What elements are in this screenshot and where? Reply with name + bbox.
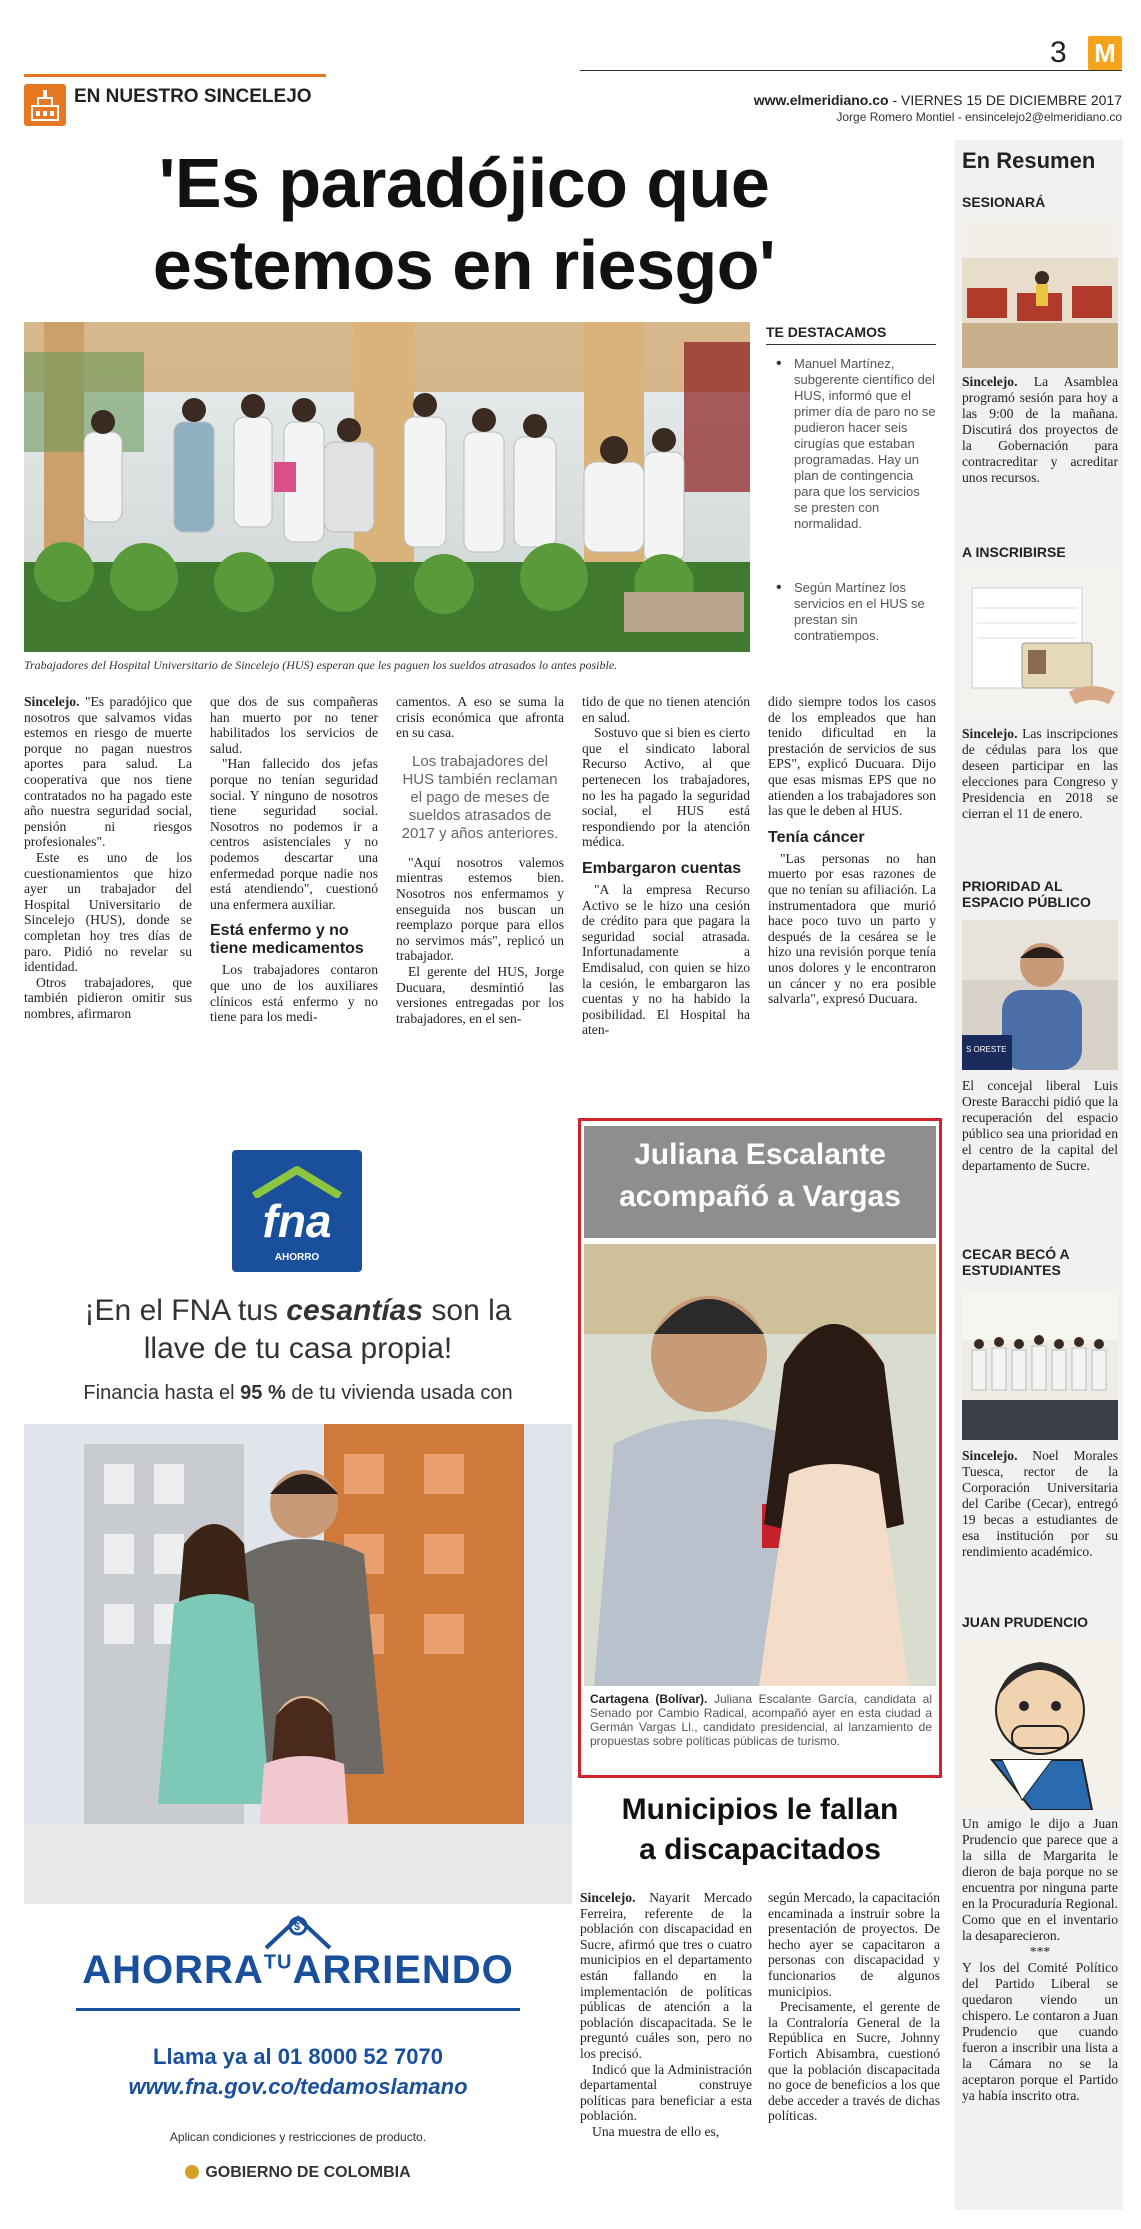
dateline-lead: Sincelejo. [24,694,80,709]
separator: *** [1029,1944,1051,1959]
roof-icon [250,1164,344,1198]
article-paragraph: "Es paradójico que nosotros que salvamos vidas estemos en riesgo de muerte porque no pagan nuestros aportes para salud. La cooperativa que nos tiene contratados no ha pagado este año nuestra seguridad social, pensión ni riesgos profesionales". [24,694,192,850]
ad-line-2: llave de tu casa propia! [143,1332,453,1365]
sidebar-text [962,1816,1118,2216]
page-number: 3 [1050,36,1067,69]
article-paragraph: Sostuvo que si bien es cierto que el sindicato laboral Recurso Activo, al que pertenecen los trabajadores, no les ha pagado la seguridad social, el HUS está respondiendo por la atención médica. [582,725,750,850]
municipios-headline [578,1790,942,1870]
article-column-1 [24,694,192,1114]
sidebar-text [962,726,1118,846]
featured-title-line: acompañó a Vargas [619,1180,901,1213]
ad-government [24,2164,572,2182]
sidebar-lead: Sincelejo. [962,1448,1018,1463]
photo-caption: Trabajadores del Hospital Universitario de Sincelejo (HUS) esperan que les paguen los sueldos atrasados lo antes posible. [24,658,618,672]
article-paragraph: El gerente del HUS, Jorge Ducuara, desmintió las versiones entregadas por los trabajadores, en el sen- [396,963,564,1026]
article-paragraph: Precisamente, el gerente de la Contraloría General de la República en Sucre, Johnny Fortich Abisambra, cuestionó que la población discapacitada no goce de beneficios a los que debe acceder a través de dichas políticas. [768,1999,940,2124]
brand-text: ARRIENDO [292,1948,514,1992]
article-subhead: Está enfermo y no tiene medicamentos [210,922,364,958]
headline-line-1: 'Es paradójico que [158,144,770,222]
sidebar-heading: SESIONARÁ [962,194,1046,210]
article-paragraph: Este es uno de los cuestionamientos que hizo ayer un trabajador del Hospital Universitario de Sincelejo (HUS), donde se completan hoy tres días de paro. Pidió no revelar su identidad. [24,849,192,975]
brand-underline [76,2008,520,2011]
ad-emphasis: 95 % [240,1382,286,1404]
headline-line: a discapacitados [639,1833,881,1866]
juan-prudencio-cartoon [962,1640,1118,1810]
headline-line: Municipios le fallan [621,1793,899,1826]
main-headline [24,142,904,306]
sidebar-heading: PRIORIDAD AL ESPACIO PÚBLICO [962,878,1091,910]
newspaper-logo: M [1088,36,1122,70]
gov-label: GOBIERNO DE COLOMBIA [205,2164,411,2181]
article-paragraph: "Aquí nosotros valemos mientras estemos bien. Nosotros nos enfermamos y enseguida nos buscan un reemplazo porque para ellos no servimos más", replicó un trabajador. [396,854,564,964]
house-coin-icon [260,1910,336,1950]
fna-advertisement [24,1140,572,2210]
councilman-photo [962,920,1118,1070]
sidebar-text [962,1448,1118,1598]
article-paragraph: Otros trabajadores, que también pidieron omitir sus nombres, afirmaron [24,974,192,1021]
article-paragraph: "A la empresa Recurso Activo se le hizo una cesión de crédito para que pagara la seguridad social atrasada. Infortunadamente a Emdisalud, con quien se hizo la cesión, le embargaron las cuentas y no ha habido la posibilidad. El Hospital ha aten- [582,881,750,1038]
article-column-3 [396,694,564,1114]
brand-text: AHORRA [82,1948,264,1992]
caption-lead: Cartagena (Bolívar). [590,1692,708,1706]
candidates-photo [584,1244,936,1686]
sidebar-heading: A INSCRIBIRSE [962,544,1066,560]
fna-logo-text: fna [262,1195,332,1247]
sidebar-lead: Sincelejo. [962,374,1018,389]
ad-line-1 [24,1294,572,1328]
sidebar-title: En Resumen [962,148,1096,173]
section-rule [24,74,326,77]
svg-text:S ORESTE: S ORESTE [966,1045,1007,1054]
ad-conditions: Aplican condiciones y restricciones de producto. [169,2130,427,2144]
dateline [620,92,1122,108]
assembly-photo [962,218,1118,368]
article-paragraph: Indicó que la Administración departamental construye políticas para beneficiar a esta población. [580,2061,752,2124]
ad-emphasis: cesantías [286,1294,424,1327]
family-photo [24,1424,572,1904]
colombia-seal-icon [185,2165,199,2179]
article-paragraph: camentos. A eso se suma la crisis económica que afronta en su casa. [396,694,564,741]
highlight-item: • Manuel Martínez, subgerente científico del HUS, informó que el primer día de paro no se pudieron hacer seis cirugías que estaban programadas. Hay un plan de contingencia para que los servicios se presten con normalidad. [766,356,936,532]
highlight-item: • Según Martínez los servicios en el HUS se prestan sin contratiempos. [766,580,936,644]
sidebar-heading: CECAR BECÓ A ESTUDIANTES [962,1246,1070,1278]
sidebar-body: Un amigo le dijo a Juan Prudencio que parece que a la silla de Margarita le dieron de baja porque no se encuentra por ninguna parte en la Procuraduría Regional. Como que en el inventario la desaparecieron. [962,1816,1118,1943]
caption-body: Juliana Escalante García, candidata al Senado por Cambio Radical, acompañó ayer en esta ciudad a Germán Vargas Ll., candidato presidencial, al lanzamiento de propuestas sobre políticas públicas de turismo. [590,1692,933,1748]
ahorra-tu-arriendo-brand [64,1948,532,1993]
sidebar-lead: Sincelejo. [962,726,1018,741]
article-paragraph: que dos de sus compañeras han muerto por no tener habilitados los servicios de salud. [210,694,378,756]
hospital-workers-photo [24,322,750,652]
header-rule [580,70,1122,71]
brand-text: TU [263,1951,293,1974]
ad-text: de tu vivienda usada con [285,1382,513,1404]
city-building-icon [24,84,66,126]
featured-caption [590,1692,932,1748]
article-subhead: Embargaron cuentas [582,859,742,877]
municipios-column-1 [580,1890,752,2210]
sidebar-heading: JUAN PRUDENCIO [962,1614,1089,1630]
id-card-photo [962,568,1118,718]
featured-title-line: Juliana Escalante [634,1138,886,1171]
ad-text: son la [423,1294,512,1327]
fna-logo-sub: AHORRO [274,1252,320,1263]
article-paragraph: dido siempre todos los casos de los empleados que han tenido dificultad en la prestación de servicios de sus EPS", explicó Ducuara. Dijo que esas mismas EPS que no atienden a los trabajadores son las que le deben al HUS. [768,694,936,819]
highlights-title: TE DESTACAMOS [766,324,936,345]
students-photo [962,1290,1118,1440]
sidebar-body: Y los del Comité Político del Partido Liberal se quedaron viendo un chispero. Le contaron a Juan Prudencio que cuando fueron a inscribir una lista a la Cámara no se la aceptaron porque el Partido ya había inscrito otra. [962,1960,1118,2103]
dateline-lead: Sincelejo. [580,1890,636,1905]
ad-line-3 [24,1382,572,1405]
pull-quote: Los trabajadores del HUS también reclaman el pago de meses de sueldos atrasados de 2017 y años anteriores. [401,752,559,842]
headline-line-2: estemos en riesgo' [152,226,776,304]
article-paragraph: Una muestra de ello es, [592,2123,720,2139]
sidebar-body: La Asamblea programó sesión para hoy a las 9:00 de la mañana. Discutirá dos proyectos de la Gobernación para contracreditar y acreditar unos recursos. [962,374,1118,485]
svg-text:$: $ [294,1921,301,1933]
section-label: EN NUESTRO SINCELEJO [74,86,312,107]
sidebar-body: Noel Morales Tuesca, rector de la Corporación Universitaria del Caribe (Cecar), entregó 19 becas a estudiantes de esa institución por su rendimiento académico. [962,1448,1118,1559]
issue-date: - VIERNES 15 DE DICIEMBRE 2017 [892,92,1122,108]
byline: Jorge Romero Montiel - ensincelejo2@elmeridiano.co [836,110,1122,124]
site-link[interactable]: www.elmeridiano.co [753,92,889,108]
ad-phone[interactable]: Llama ya al 01 8000 52 7070 [153,2044,443,2069]
featured-title [584,1134,936,1218]
article-column-4 [582,694,750,1114]
article-paragraph: Nayarit Mercado Ferreira, referente de la población con discapacidad en Sucre, afirmó que tres o cuatro municipios en el departamento están fallando en la implementación de políticas públicas de atención a la población discapacitada. Se le preguntó cuáles son, pero no los precisó. [580,1890,752,2061]
ad-url[interactable]: www.fna.gov.co/tedamoslamano [128,2074,468,2099]
article-column-5 [768,694,936,1114]
sidebar-body: Las inscripciones de cédulas para los que deseen participar en las elecciones para Congreso y Presidencia en 2018 se cierran el 11 de enero. [962,726,1118,821]
article-paragraph: según Mercado, la capacitación encaminada a instruir sobre la presentación de proyectos. De hecho ayer se capacitaron a personas con discapacidad y funcionarios de algunos municipios. [768,1890,940,1999]
sidebar-text [962,374,1118,510]
fna-logo [232,1150,362,1272]
article-column-2 [210,694,378,1114]
article-paragraph: Los trabajadores contaron que uno de los auxiliares clínicos está enfermo y no tiene para los medi- [210,962,378,1025]
article-paragraph: "Las personas no han muerto por esas razones de que no tenían su afiliación. La instrumentadora que murió hace poco tuvo un parto y después de la cesárea se le hizo una revisión porque tenía unos dolores y le encontraron un cáncer y no era posible salvarla", expresó Ducuara. [768,850,936,1007]
ad-text: ¡En el FNA tus [84,1294,287,1327]
municipios-column-2 [768,1890,940,2210]
ad-text: Financia hasta el [83,1382,241,1404]
article-paragraph: "Han fallecido dos jefas porque no tenían seguridad social. Y ninguno de nosotros tiene seguridad social. Nosotros no podemos ir a centros asistenciales y no podemos descartar una enfermedad porque nadie nos está atendiendo", cuestionó una enfermera auxiliar. [210,756,378,912]
article-paragraph: tido de que no tienen atención en salud. [582,694,750,725]
sidebar-text: El concejal liberal Luis Oreste Baracchi pidió que la recuperación del espacio público sea una prioridad en el centro de la capital del departamento de Sucre. [962,1078,1118,1173]
article-subhead: Tenía cáncer [768,828,865,846]
